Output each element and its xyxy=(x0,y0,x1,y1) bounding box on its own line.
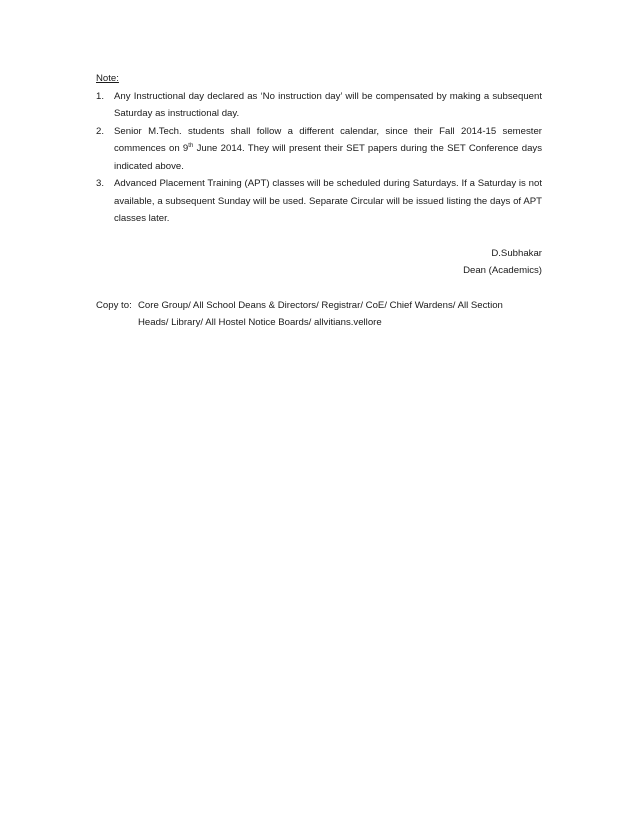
note-item-2 xyxy=(96,123,542,176)
note-item-number: 3. xyxy=(96,178,105,189)
notes-list xyxy=(96,88,542,228)
signatory-name: D.Subhakar xyxy=(491,247,542,259)
note-item-text xyxy=(114,126,542,172)
copy-to-label: Copy to: xyxy=(96,299,132,311)
signature-block xyxy=(96,245,542,280)
note-item-text: Any Instructional day declared as ‘No instruction day’ will be compensated by making a subsequent Saturday as instructional day. xyxy=(114,90,542,119)
document-page xyxy=(96,70,542,332)
signatory-title: Dean (Academics) xyxy=(463,265,542,276)
copy-to-line-2: Heads/ Library/ All Hostel Notice Boards/ allvitians.vellore xyxy=(138,317,382,328)
note-item-text-part: Senior M.Tech. students shall follow a different calendar, since their Fall 2014-15 semester commences on 9 xyxy=(114,125,542,154)
note-item-text: Advanced Placement Training (APT) classes will be scheduled during Saturdays. If a Saturday is not available, a subsequent Sunday will be used. Separate Circular will be issued listing the days of APT classes later. xyxy=(114,178,542,224)
note-item-3 xyxy=(96,175,542,228)
note-item-1 xyxy=(96,88,542,123)
copy-to-recipients xyxy=(138,297,542,332)
copy-to-line-1: Core Group/ All School Deans & Directors/ Registrar/ CoE/ Chief Wardens/ All Section xyxy=(138,299,503,311)
note-item-number: 2. xyxy=(96,125,105,137)
ordinal-suffix: th xyxy=(188,142,194,149)
copy-to-block xyxy=(96,297,542,332)
note-heading: Note: xyxy=(96,73,119,84)
note-item-text-part: June 2014. They will present their SET papers during the SET Conference days indicated above. xyxy=(114,143,542,172)
note-item-number: 1. xyxy=(96,90,105,102)
